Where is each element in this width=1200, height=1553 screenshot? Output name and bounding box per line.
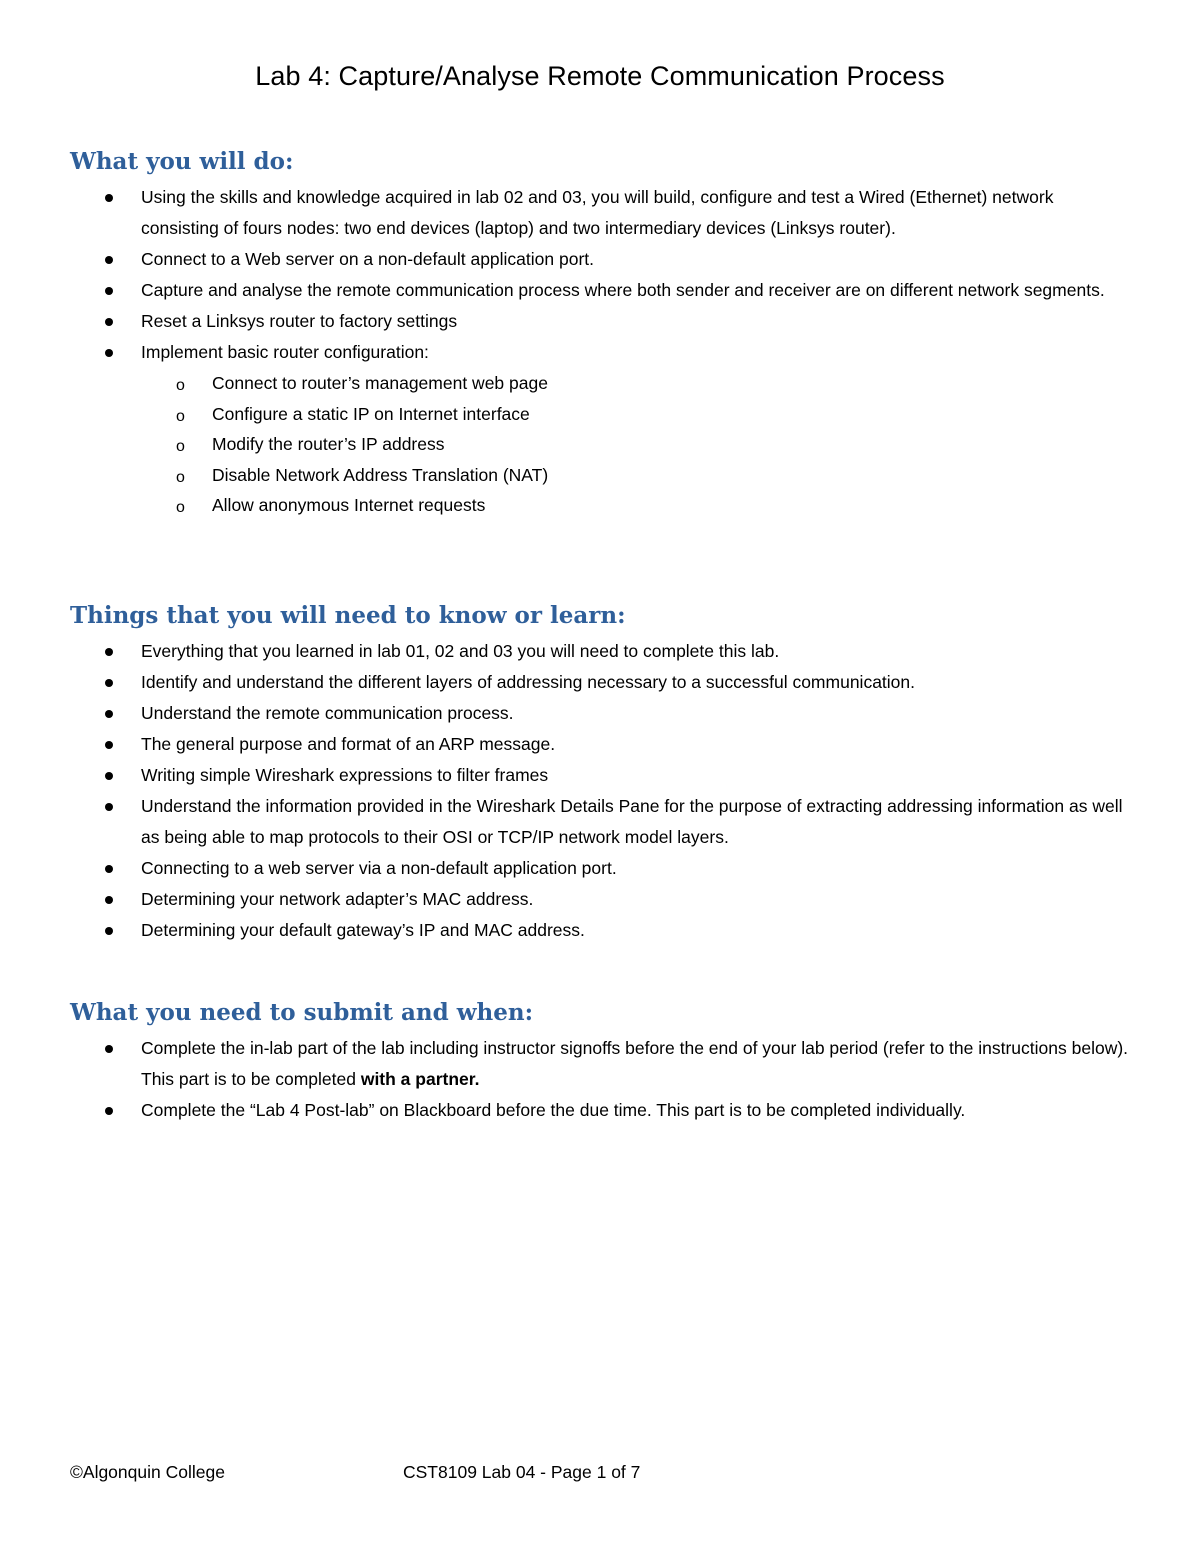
section-what-you-will-do [70, 146, 1140, 521]
list-item-text: Writing simple Wireshark expressions to filter frames [141, 765, 549, 785]
circle-bullet-icon: o [176, 499, 185, 516]
circle-bullet-icon: o [176, 407, 185, 425]
sub-list [141, 368, 1130, 521]
section-things-to-know [70, 600, 1140, 946]
list-item [70, 791, 1140, 853]
bullet-icon [105, 1107, 113, 1115]
list-item [70, 182, 1140, 244]
bullet-icon [105, 256, 113, 264]
footer-copyright: ©Algonquin College [70, 1462, 225, 1482]
sub-list-item [141, 460, 1130, 491]
sub-list-item-text: Allow anonymous Internet requests [212, 495, 486, 515]
list-item-text: Capture and analyse the remote communication process where both sender and receiver are on different network segments. [141, 280, 1105, 300]
list-item [70, 760, 1140, 791]
list-item-text: Reset a Linksys router to factory settings [141, 311, 458, 331]
list-item-text: Connecting to a web server via a non-default application port. [141, 858, 617, 878]
bullet-icon [105, 679, 113, 687]
bullet-icon [105, 287, 113, 295]
document-title: Lab 4: Capture/Analyse Remote Communication Process [255, 61, 945, 91]
bullet-list [70, 1033, 1140, 1126]
list-item [70, 915, 1140, 946]
section-heading: What you will do: [70, 148, 294, 175]
sub-list-item-text: Modify the router’s IP address [212, 434, 445, 454]
sub-list-item [141, 490, 1130, 521]
list-item [70, 306, 1140, 337]
list-item-text: Complete the in-lab part of the lab including instructor signoffs before the end of your lab period (refer to the instructions below). This part is to be completed [141, 1038, 1129, 1089]
list-item-text: The general purpose and format of an ARP message. [141, 734, 556, 754]
list-item-text: Determining your network adapter’s MAC address. [141, 889, 534, 909]
list-item [70, 1033, 1140, 1095]
section-submit [70, 997, 1140, 1126]
footer-page-number: CST8109 Lab 04 - Page 1 of 7 [403, 1462, 641, 1482]
list-item-text: Using the skills and knowledge acquired in lab 02 and 03, you will build, configure and test a Wired (Ethernet) network consisting of fours nodes: two end devices (laptop) and two intermediary devices (Linksys router). [141, 187, 1054, 238]
list-item [70, 275, 1140, 306]
list-item-text: Understand the remote communication process. [141, 703, 514, 723]
list-item [70, 729, 1140, 760]
list-item [70, 884, 1140, 915]
sub-list-item-text: Connect to router’s management web page [212, 373, 548, 393]
list-item-text: Complete the “Lab 4 Post-lab” on Blackboard before the due time. This part is to be completed individually. [141, 1100, 966, 1120]
list-item [70, 636, 1140, 667]
bullet-icon [105, 710, 113, 718]
sub-list-item [141, 368, 1130, 399]
bullet-icon [105, 194, 113, 202]
bullet-list [70, 182, 1140, 521]
bullet-icon [105, 648, 113, 656]
circle-bullet-icon: o [176, 377, 185, 394]
emphasis-text: with a partner. [360, 1069, 480, 1089]
bullet-icon [105, 1045, 113, 1053]
bullet-icon [105, 772, 113, 780]
bullet-icon [105, 803, 113, 811]
list-item-text: Understand the information provided in the Wireshark Details Pane for the purpose of extracting addressing information as well as being able to map protocols to their OSI or TCP/IP network model layers. [141, 796, 1123, 847]
list-item [70, 1095, 1140, 1126]
bullet-icon [105, 318, 113, 326]
circle-bullet-icon: o [176, 468, 185, 486]
list-item [70, 244, 1140, 275]
section-heading: Things that you will need to know or learn: [70, 602, 626, 629]
bullet-icon [105, 896, 113, 904]
section-heading: What you need to submit and when: [70, 999, 534, 1026]
list-item-text: Connect to a Web server on a non-default application port. [141, 249, 595, 269]
sub-list-item [141, 429, 1130, 460]
sub-list-item [141, 399, 1130, 430]
sub-list-item-text: Configure a static IP on Internet interface [212, 403, 530, 424]
bullet-icon [105, 349, 113, 357]
list-item-text: Identify and understand the different layers of addressing necessary to a successful communication. [141, 672, 915, 692]
list-item [70, 667, 1140, 698]
list-item-text: Everything that you learned in lab 01, 02 and 03 you will need to complete this lab. [141, 641, 780, 661]
list-item [70, 337, 1140, 521]
bullet-list [70, 636, 1140, 946]
list-item-text: Implement basic router configuration: [141, 342, 429, 362]
list-item [70, 698, 1140, 729]
bullet-icon [105, 741, 113, 749]
circle-bullet-icon: o [176, 438, 185, 455]
bullet-icon [105, 927, 113, 935]
list-item-text: Determining your default gateway’s IP and MAC address. [141, 920, 585, 940]
sub-list-item-text: Disable Network Address Translation (NAT) [212, 464, 549, 485]
list-item [70, 853, 1140, 884]
bullet-icon [105, 865, 113, 873]
